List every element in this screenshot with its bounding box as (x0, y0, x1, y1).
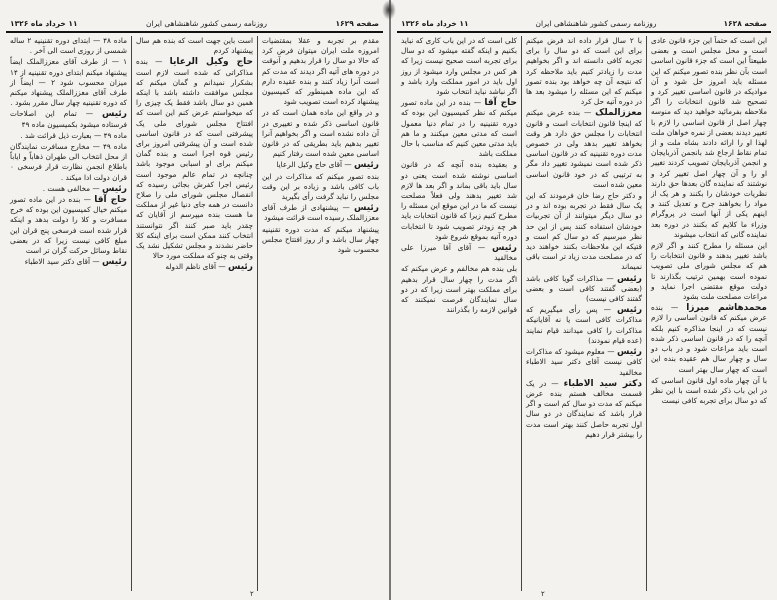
paragraph-text: است باین جهت است که بنده هم سال پیشنهاد کردم (136, 36, 253, 56)
speaker-name: رئیس (492, 243, 517, 254)
page-header (6, 14, 383, 33)
paragraph (651, 376, 767, 407)
issue-date: ۱۱ خرداد ماه ۱۳۲۶ (401, 19, 469, 28)
page-number-label: صفحه ۱۶۲۸ (723, 19, 767, 28)
paragraph (401, 98, 517, 159)
paragraph (651, 241, 767, 302)
paragraph-text: — آقای آقا میرزا علی مخالفید (401, 243, 517, 263)
paragraph-text: — مذاکرات گویا کافی باشد (بعضی گفتند کافی است و بعضی گفتند کافی نیست) (526, 273, 642, 304)
speaker-name: رئیس (102, 183, 127, 194)
text-columns (6, 36, 383, 591)
paragraph-text: — آقای حاج وکیل الرعایا (276, 160, 352, 170)
speaker-name: محمدهاشم میرزا (686, 303, 767, 314)
speaker-name: رئیس (354, 203, 379, 214)
paragraph (10, 142, 127, 183)
paragraph-text: — آقای ناظم الدوله (165, 262, 226, 272)
paragraph (10, 131, 127, 141)
text-column (397, 36, 521, 591)
paragraph-text: با آن چهار ماده اول قانون اساسی که در این باب ذکر شده است با این نظر که دو سال برای تجربه کافی نیست (651, 375, 767, 406)
speaker-name: رئیس (102, 257, 127, 268)
speaker-name: رئیس (102, 109, 127, 120)
text-column (646, 36, 771, 591)
paragraph (526, 347, 642, 378)
text-columns (397, 36, 771, 591)
paragraph (401, 160, 517, 242)
gazette-page-right (389, 0, 777, 600)
paragraph (262, 36, 379, 107)
paragraph-text: و دکتر حاج رضا خان فرمودند که این یک سال فقط در تجربه بوده اند و در دو سال دیگر میتوانند از آن تجربیات خودشان استفاده کنند پس از این حد نظر میرسیم که دو سال کم است و قتیکه این ملاحظات بکنند خواهند دید که در مصلحت مدت زیاد تر است باقی نمیماند (526, 191, 642, 272)
text-column (521, 36, 646, 591)
text-column (257, 36, 383, 591)
speaker-name: معززالملک (595, 108, 642, 119)
speaker-name: حاج آقا (94, 195, 128, 206)
paragraph (10, 109, 127, 129)
speaker-name: رئیس (617, 273, 642, 284)
paragraph-text: این مسئله را مطرح کنند و اگر لازم باشد تغییر بدهند و قانون انتخابات را هم که مجلس شورای ملی تصویب نموده است بهمین ترتیب بگذارند تا دولت موقع مقتضی اجرا نماید و مراعات مصلحت ملت بشود (651, 241, 767, 302)
paragraph-text: و بعقیده بنده آنچه که در قانون اساسی نوشته شده است یعنی دو سال باید باقی بماند و اگر بعد ها لازم شد تغییر بدهند ولی فعلاً مصلحت نیست که ما در این موقع این مسئله را مطرح کنیم زیرا که قانون انتخابات باید هر چه زودتر تصویب شود تا انتخابات دوره آتیه بموقع شروع شود (401, 160, 517, 241)
paragraph-text: — بنده عرض میکنم که اینجا قانون انتخابات است و قانون انتخابات را مجلس حق دارد هر وقت بخواهد تغییر بدهد ولی در خصوص مدت دوره تقنینیه که در قانون اساسی ذکر شده است نمیشود تغییر داد مگر به ترتیبی که در خود قانون اساسی معین شده است (526, 108, 642, 189)
paragraph (526, 379, 642, 440)
paragraph-text: این است که حتماً این جزء قانون عادی است و محل مجلس است و بعضی طبیعتاً این است که جزء قانون اساسی است بآن نظر بنده تصور میکنم که این مسئله باید امروز حل شود و آن موادیکه در قانون اساسی تغییر کرد و تصحیح شد قانون انتخابات را اگر ملاحظه بفرمائید خواهید دید که منوسه چهار اصل از قانون اساسی را لازم با تغییر دیدند بعضی از نمره خواهان ملت لهذا او را ارائه دادند بشاه ملت و از تمام نقاط ارجاع شد بانجمن آذربایجان و انجمن آذربایجان تصویب کردند تغییر او را و آن چهار اصل تغییر کرد و نوشتند که نماینده گان بعدها حق دارند نظریات خودشان را بکنند و هر یک از مواد را بخواهند جرح و تعدیل کنند و اینهم یکی از آنها است در پروگرام وزراء ما کلایم که بکنند در دوره بعد نماینده گانی که انتخاب میشوند (651, 36, 767, 239)
page-number-label: صفحه ۱۶۲۹ (335, 19, 379, 28)
speaker-name: رئیس (228, 262, 253, 273)
paragraph-text: ماده ۴۹ — مخارج مسافرت نمایندگان از محل انتخاب الی طهران ذهاباً و ایاباً باطلاع انجمن نظارت قرار فرسخی ۰ قران دولت ادا میکند . (10, 142, 127, 182)
speaker-name: حاج وکیل الرعایا (169, 57, 253, 68)
paragraph (401, 36, 517, 97)
paragraph (526, 274, 642, 305)
paragraph-text: — پیشنهادی از طرف آقای معززالملک رسیده است قرائت میشود (262, 203, 379, 223)
paragraph-text: — بنده عرض میکنم که قانون اساسی را لازم نیست که در اینجا مذاکره کنیم بلکه آنچه را که در قانون اساسی ذکر شده است باید مراعات شود و در باب دو سال و چهار سال هم عقیده بنده این است که چهار سال بهتر است (651, 303, 767, 374)
paragraph-text: — مخالفی هست . (42, 183, 100, 193)
speaker-name: دکتر سید الاطباء (563, 378, 642, 389)
paragraph-text: بنده تصور میکنم که مذاکرات در این باب کافی باشد و زیاده بر این وقت مجلس را نباید گرفت رأی بگیرید (262, 171, 379, 202)
speaker-name: حاج آقا (484, 98, 517, 109)
speaker-name: رئیس (354, 160, 379, 171)
paragraph (10, 57, 127, 108)
paragraph (10, 195, 127, 256)
footer-page-number: ۲ (541, 590, 545, 598)
paragraph-text: — بنده در این ماده تصور میکنم خیال کمیسیون این بوده که خرج مسافرت و کلا را دولت بدهد و اینکه قرار شده است فرسخی پنج قران این مبلغ کافی نیست زیرا که در بعضی نقاط وسائل حرکت گران تر است (10, 195, 127, 256)
paragraph (136, 57, 253, 261)
speaker-name: رئیس (617, 347, 642, 358)
paragraph-text: — تمام این اصلاحات فرستاده میشود بکمیسیون ماده ۴۹ (10, 109, 127, 129)
paragraph-text: ۱ — از طرف آقای معززالملک ایضاً پیشنهاد میکنم ابتدای دوره تقنینیه از ۱۴ میزان محسوب شود ۲ — ایضاً از طرف آقای معززالملک پیشنهاد میکنم که دوره تقنینیه چهار سال مقرر بشود . (10, 57, 127, 108)
paragraph (526, 305, 642, 346)
paragraph-text: مقدم بر تجربه و عقلا بمقتضیات امروزه ملت ایران میتوان فرض کرد که حالا دو سال را قرار بدهیم و آنوقت در دوره های آتیه اگر دیدند که مدت کم است آنرا زیاد کنند و بنده عقیده دارم که این ماده همینطور که کمیسیون پیشنهاد کرده است تصویب شود (262, 36, 379, 107)
paragraph (262, 172, 379, 203)
footer-page-number: ۲ (250, 590, 254, 598)
paragraph-text: پیشنهاد میکنم که مدت دوره تقنینیه چهار سال باشد و از روز افتتاح مجلس محسوب شود (262, 224, 379, 255)
paragraph (651, 36, 767, 240)
paragraph-text: — پس رأی میگیریم که مذاکرات کافی است یا نه آقایانیکه مذاکرات را کافی میدانند قیام نمایند (عده قیام نمودند) (526, 305, 642, 345)
paragraph (10, 257, 127, 267)
paragraph (10, 184, 127, 194)
newspaper-title: روزنامه رسمی کشور شاهنشاهی ایران (535, 19, 657, 28)
text-column (131, 36, 257, 591)
speaker-name: رئیس (617, 305, 643, 316)
paragraph-text: — بنده مذاکراتی که شده است لازم است بشکرار نمیدانم و گمان میکنم که مجلس موافقت داشته باشد با اینکه همین دو سال باشد فقط یک چیزی را که میخواستم عرض کنم این است که افتتاح مجلس شورای ملی یک پیشرفتی است که در قانون اساسی شده است و آن پیشرفتی امروز برای رئیس قوه اجرا است و بنده گمان میکنم برای او اسبابی موجود باشد چنانچه در تمام عالم موجود است رئیس اجرا کفرش بجائی رسیده که انفصال مجلس شورای ملی را صلاح دانست در همه جای دنیا غیر از مملکت ما هست بنده میپرسم از آقایان که چقدر باید صبر کنند اگر نتوانستند انتخاب کنند ممکن است برای اینکه کلا حاضر نشدند و مجلس تشکیل نشد یک وقتی به چنو که مملکت مورد حالا (136, 57, 253, 261)
paragraph (262, 225, 379, 256)
paragraph (401, 243, 517, 263)
paragraph-text: ماده ۴۸ — ابتدای دوره تقنینیه ۲ ساله شمسی از روزی است الی آخر . (10, 36, 127, 56)
paragraph (10, 36, 127, 56)
newspaper-title: روزنامه رسمی کشور شاهنشاهی ایران (146, 19, 267, 28)
paragraph-text: و در واقع این ماده همان است که در قانون اساسی ذکر شده و تغییری در آن داده نشده است و اگر بخواهیم آنرا تغییر بدهیم باید بطریقی که در قانون اساسی معین شده است رفتار کنیم (262, 108, 379, 159)
paragraph (526, 191, 642, 273)
paragraph-text: بلی بنده هم مخالفم و عرض میکنم که اگر مدت را چهار سال قرار بدهیم برای مملکت بهتر است زیرا که در دو سال نمایندگان فرصت نمیکنند که قوانین لازمه را بگذرانند (401, 264, 517, 315)
paragraph (401, 264, 517, 315)
paragraph-text: — معلوم میشود که مذاکرات کافی نیست آقای دکتر سید الاطباء مخالفید (526, 347, 642, 377)
paragraph-text: — بنده در این ماده تصور میکنم که نظر کمیسیون این بوده که دوره تقنینیه را در تمام دنیا معمول است که مدتی معین میکنند و ما هم باید مدتی معین کنیم که مناسب با حال مملکت باشد (401, 98, 517, 159)
issue-date: ۱۱ خرداد ماه ۱۳۲۶ (10, 19, 78, 28)
paragraph (136, 36, 253, 56)
binding-shadow (382, 0, 396, 20)
paragraph-text: با ۲ سال قرار داده اند فرض میکنم برای این است که دو سال را برای تجربه کافی دانسته اند و اگر بخواهیم مدت را زیادتر کنیم باید ملاحظه کرد که نتیجه آن چه خواهد بود بنده تصور میکنم که این مسئله را میشود بعد ها در دوره آتیه حل کرد (526, 36, 642, 107)
page-header (397, 14, 771, 33)
paragraph (136, 262, 253, 272)
paragraph (262, 203, 379, 223)
paragraph-text: ماده ۴۹ — بعبارت ذیل قرائت شد . (20, 130, 127, 140)
paragraph-text: — آقای دکتر سید الاطباء (24, 257, 100, 267)
paragraph (526, 108, 642, 190)
text-column (6, 36, 131, 591)
paragraph-text: کلی است که در این باب کاری که نباید بکنیم و اینکه گفته میشود که دو سال برای تجربه است صحیح نیست زیرا که هر کس در مجلس وارد میشود از روز اول باید در امور مملکت وارد باشد و اگر نباشد نباید انتخاب شود (401, 36, 517, 97)
paragraph-text: — در یک قسمت مخالف هستم بنده عرض میکنم که مدت دو سال کم است و اگر قرار باشد که نمایندگان در دو سال اول تجربه حاصل کنند بهتر است مدت را بیشتر قرار دهیم (526, 378, 642, 439)
paragraph (262, 108, 379, 159)
paragraph (262, 160, 379, 170)
paragraph (651, 303, 767, 374)
paragraph (526, 36, 642, 107)
